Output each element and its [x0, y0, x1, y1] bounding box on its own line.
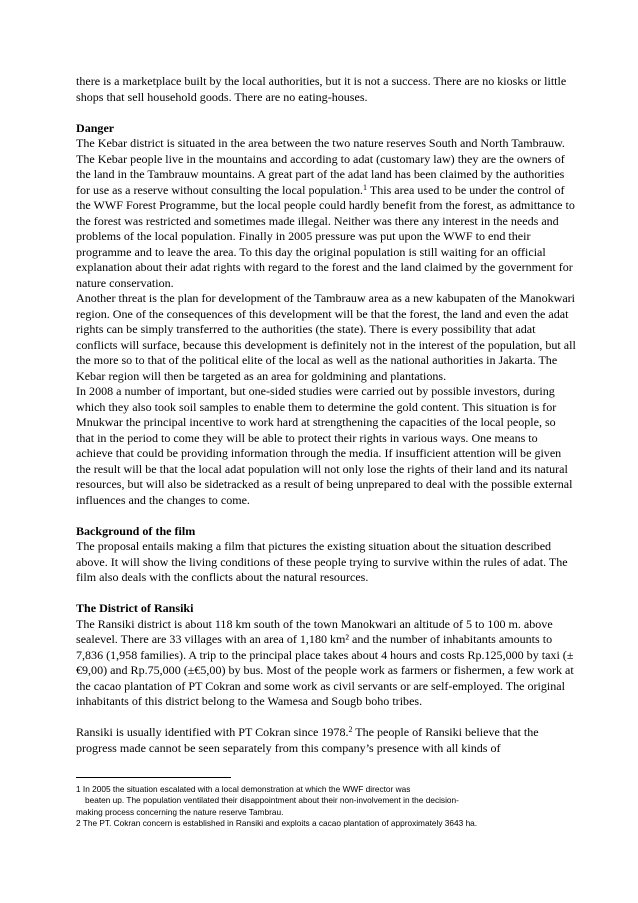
footnote-ref-1: 1	[363, 182, 368, 192]
paragraph-gap	[76, 710, 576, 726]
danger-paragraph-2: Another threat is the plan for development of the Tambrauw area as a new kabupaten of the Manokwari region. One of the consequences of this development will be that the forest, the land and even the adat rights can be simply transferred to the authorities (the state). There is every possibility that adat conflicts will surface, because this development is definitely not in the interest of the population, but all the more so to that of the political elite of the local as well as the national authorities in Jakarta. The Kebar region will then be targeted as an area for goldmining and plantations.	[76, 291, 576, 383]
footnote-1-line-2: beaten up. The population ventilated their disappointment about their non-involvement in the decision-	[85, 795, 459, 806]
background-paragraph: The proposal entails making a film that pictures the existing situation about the situation described above. It will show the living conditions of these people trying to survive within the rules of adat. The film also deals with the conflicts about the natural resources.	[76, 539, 568, 584]
paragraph-gap	[76, 586, 576, 602]
danger-paragraph-1	[76, 136, 576, 291]
footnote-ref-2: 2	[348, 725, 353, 734]
footnotes	[76, 784, 576, 829]
background-heading: Background of the film	[76, 523, 196, 538]
ransiki-text-part-2: The people of Ransiki believe that the progress made cannot be seen separately from this company’s presence with all kinds of	[76, 725, 539, 755]
danger-paragraph-3: In 2008 a number of important, but one-sided studies were carried out by possible investors, during which they also took soil samples to enable them to determine the gold content. This situation is for Mnukwar the principal incentive to work hard at strengthening the capacities of the local people, so that in the period to come they will be able to protect their rights in various ways. One means to achieve that could be providing information through the media. If insufficient attention will be given the result will be that the local adat population will not only lose the rights of their land and its natural resources, but will also be sidetracked as a result of being unprepared to deal with the possible external influences and the changes to come.	[76, 384, 573, 507]
footnote-1-line-1: 1 In 2005 the situation escalated with a local demonstration at which the WWF director was	[76, 784, 411, 794]
body-text	[76, 74, 576, 756]
ransiki-text-part-1: Ransiki is usually identified with PT Cokran since 1978.	[76, 725, 349, 739]
ransiki-heading: The District of Ransiki	[76, 601, 194, 615]
footnote-1-line-3: making process concerning the nature reserve Tambrau.	[76, 806, 284, 817]
footnote-2: 2 The PT. Cokran concern is established in Ransiki and exploits a cacao plantation of approximately 3643 ha.	[76, 817, 478, 828]
paragraph-gap	[76, 105, 576, 121]
danger-text-part-2: This area used to be under the control of the WWF Forest Programme, but the local people could hardly benefit from the forest, as admittance to the forest was restricted and sometimes made illegal. Neither was there any interest in the needs and problems of the local population. Finally in 2005 pressure was put upon the WWF to end their programme and to leave the area. To this day the original population is still waiting for an official explanation about their adat rights with regard to the forest and the land claimed by the government for nature conservation.	[76, 182, 575, 290]
footnote-separator	[76, 777, 231, 778]
danger-text-part-1: The Kebar district is situated in the area between the two nature reserves South and North Tambrauw. The Kebar people live in the mountains and according to adat (customary law) they are the owners of the land in the Tambrauw mountains. A great part of the adat land has been claimed by the authorities for use as a reserve without consulting the local population.	[76, 136, 565, 197]
intro-paragraph: there is a marketplace built by the local authorities, but it is not a success. There are no kiosks or little shops that sell household goods. There are no eating-houses.	[76, 74, 567, 104]
ransiki-paragraph-2	[76, 725, 576, 756]
danger-heading: Danger	[76, 120, 115, 135]
paragraph-gap	[76, 508, 576, 524]
ransiki-paragraph-1: The Ransiki district is about 118 km south of the town Manokwari an altitude of 5 to 100 m. above sealevel. There are 33 villages with an area of 1,180 km² and the number of inhabitants amounts to 7,836 (1,958 families). A trip to the principal place takes about 4 hours and costs Rp.125,000 by taxi (±€9,00) and Rp.75,000 (±€5,00) by bus. Most of the people work as farmers or fishermen, a few work at the cacao plantation of PT Cokran and some work as civil servants or are self-employed. The original inhabitants of this district belong to the Wamesa and Sougb boho tribes.	[76, 616, 574, 708]
